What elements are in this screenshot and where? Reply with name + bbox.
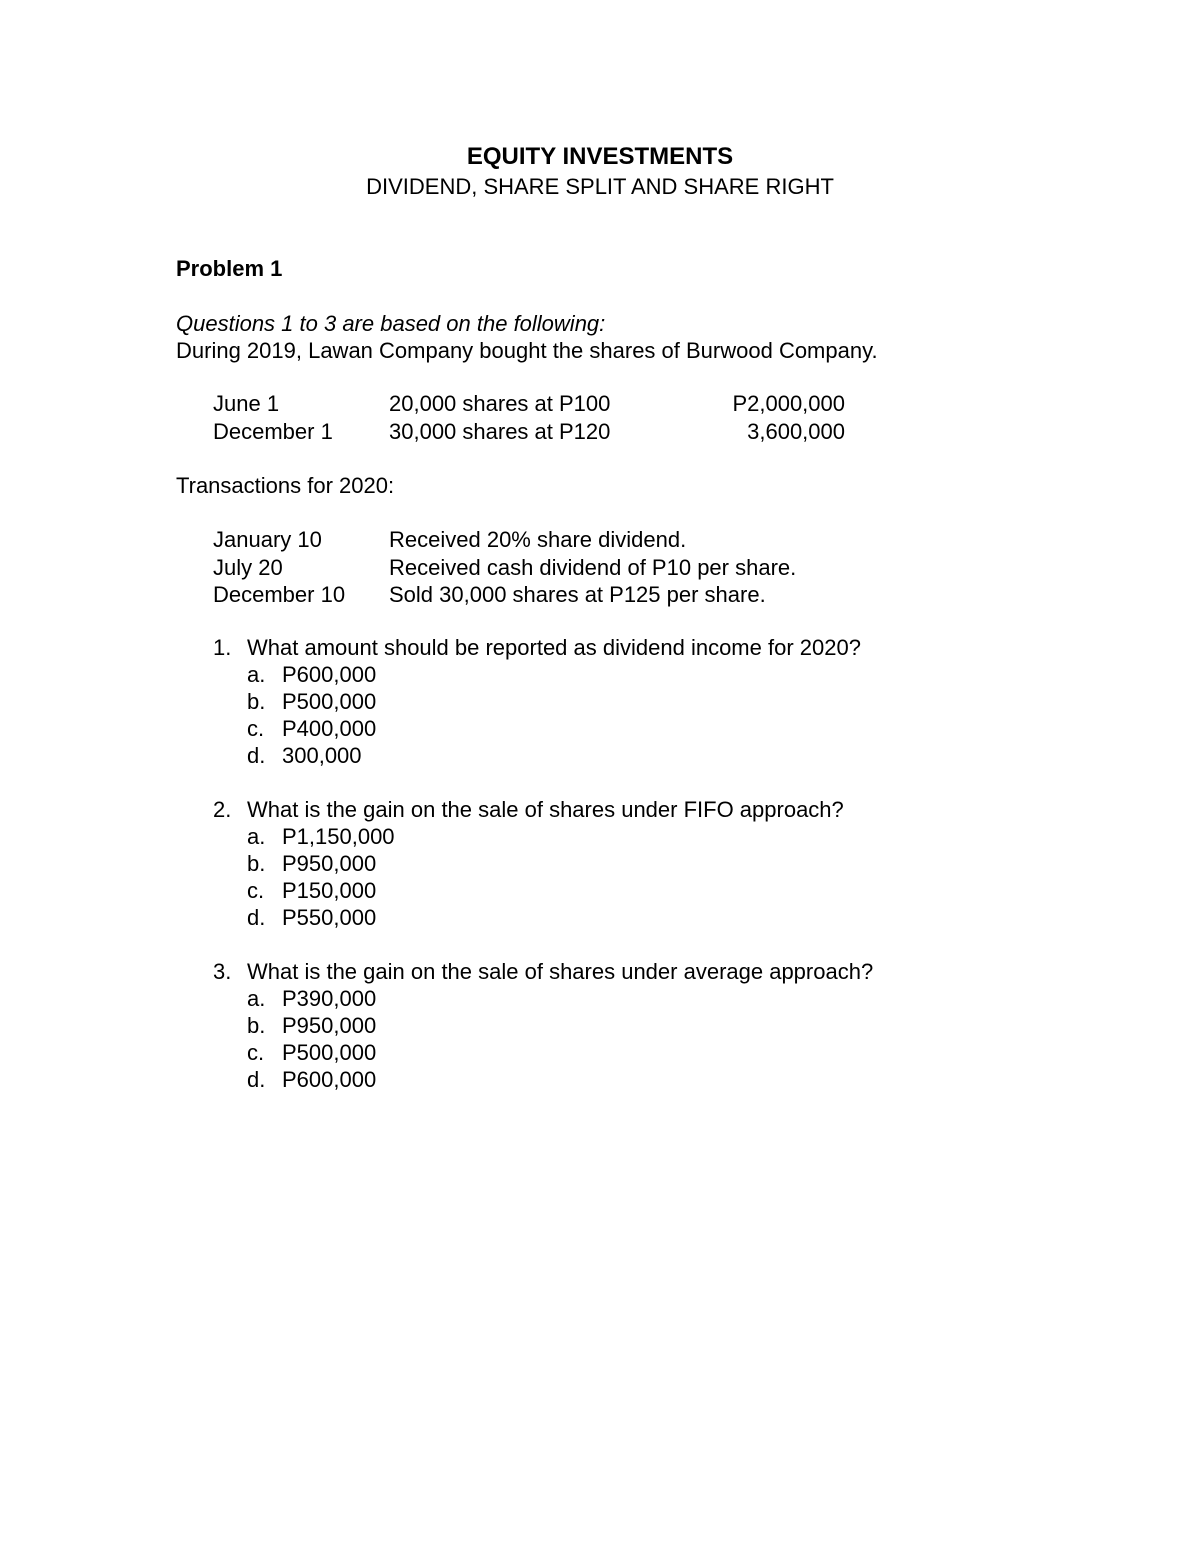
option-text: P600,000 [282, 662, 377, 687]
answer-option [213, 985, 973, 1012]
answer-option [213, 661, 973, 688]
purchase-amount: P2,000,000 [732, 391, 845, 416]
option-letter: a. [247, 662, 266, 687]
question-line [213, 958, 973, 985]
option-text: P390,000 [282, 986, 377, 1011]
question-line [213, 634, 973, 661]
option-letter: b. [247, 851, 266, 876]
option-text: P550,000 [282, 905, 377, 930]
answer-option [213, 1012, 973, 1039]
question-number: 1. [213, 635, 232, 660]
purchase-amount: 3,600,000 [747, 419, 845, 444]
option-letter: d. [247, 1067, 266, 1092]
problem-intro-text: During 2019, Lawan Company bought the shares of Burwood Company. [176, 338, 878, 363]
option-letter: d. [247, 905, 266, 930]
transaction-row [213, 581, 913, 609]
transaction-row [213, 526, 913, 554]
question-3 [213, 958, 973, 1093]
answer-option [213, 850, 973, 877]
option-text: 300,000 [282, 743, 362, 768]
question-number: 3. [213, 959, 232, 984]
question-number: 2. [213, 797, 232, 822]
purchase-row [213, 390, 853, 418]
option-letter: c. [247, 1040, 265, 1065]
transaction-description: Received cash dividend of P10 per share. [389, 554, 797, 580]
question-line [213, 796, 973, 823]
transaction-date: January 10 [213, 527, 322, 552]
document-title: EQUITY INVESTMENTS [466, 143, 734, 170]
purchase-date: June 1 [213, 391, 280, 416]
question-2 [213, 796, 973, 931]
transaction-row [213, 554, 913, 582]
transaction-description: Received 20% share dividend. [389, 527, 687, 552]
purchase-date: December 1 [213, 419, 333, 444]
option-letter: a. [247, 824, 266, 849]
option-letter: c. [247, 878, 265, 903]
option-text: P150,000 [282, 878, 377, 903]
purchase-description: 30,000 shares at P120 [389, 419, 611, 444]
option-text: P950,000 [282, 1013, 377, 1038]
option-letter: c. [247, 716, 265, 741]
transaction-date: December 10 [213, 582, 346, 607]
option-letter: a. [247, 986, 266, 1011]
answer-option [213, 904, 973, 931]
option-text: P500,000 [282, 689, 377, 714]
question-text: What is the gain on the sale of shares under FIFO approach? [247, 797, 844, 822]
answer-option [213, 715, 973, 742]
question-text: What amount should be reported as dividend income for 2020? [247, 635, 861, 660]
answer-option [213, 823, 973, 850]
option-text: P600,000 [282, 1067, 377, 1092]
option-text: P950,000 [282, 851, 377, 876]
problem-intro-italic: Questions 1 to 3 are based on the following: [176, 311, 606, 336]
answer-option [213, 742, 973, 769]
question-text: What is the gain on the sale of shares under average approach? [247, 959, 874, 984]
answer-option [213, 1039, 973, 1066]
transactions-label: Transactions for 2020: [176, 473, 395, 498]
transaction-description: Sold 30,000 shares at P125 per share. [389, 582, 766, 607]
option-text: P400,000 [282, 716, 377, 741]
purchase-row [213, 418, 853, 446]
option-letter: d. [247, 743, 266, 768]
option-letter: b. [247, 689, 266, 714]
purchase-description: 20,000 shares at P100 [389, 391, 611, 416]
purchases-table [213, 390, 853, 446]
document-subtitle: DIVIDEND, SHARE SPLIT AND SHARE RIGHT [366, 174, 834, 199]
question-1 [213, 634, 973, 769]
transactions-table [213, 526, 913, 609]
answer-option [213, 1066, 973, 1093]
transaction-date: July 20 [213, 554, 283, 580]
option-letter: b. [247, 1013, 266, 1038]
answer-option [213, 877, 973, 904]
option-text: P500,000 [282, 1040, 377, 1065]
answer-option [213, 688, 973, 715]
option-text: P1,150,000 [282, 824, 395, 849]
problem-heading: Problem 1 [176, 256, 283, 281]
